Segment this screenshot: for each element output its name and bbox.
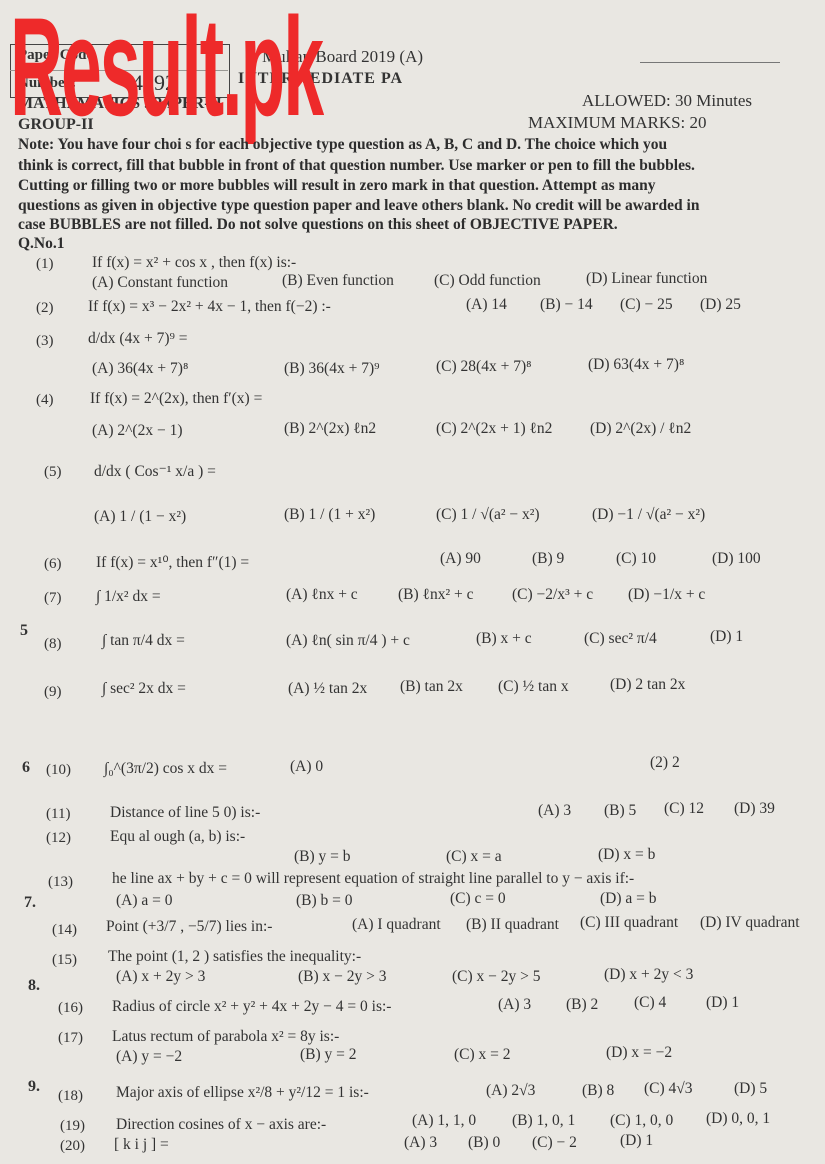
question-text: If f(x) = x¹⁰, then f″(1) =	[96, 554, 250, 571]
option-a: (A) a = 0	[116, 892, 173, 909]
option-b: (B) y = b	[294, 848, 351, 865]
option-b: (B) b = 0	[296, 892, 353, 909]
note-line: case BUBBLES are not filled. Do not solve questions on this sheet of OBJECTIVE PAPER.	[18, 216, 618, 233]
option-c: (C) 4√3	[644, 1080, 693, 1097]
question-text: ∫₀^(3π/2) cos x dx =	[104, 760, 228, 777]
option-b: (B) 36(4x + 7)⁹	[284, 360, 380, 377]
paper-code-label: Paper Code	[18, 47, 94, 63]
option-a: (A) 1 / (1 − x²)	[94, 508, 187, 525]
option-c: (C) −2/x³ + c	[512, 586, 594, 603]
question-number: (10)	[46, 762, 71, 778]
option-d: (D) 5	[734, 1080, 768, 1097]
option-c: (C) − 25	[620, 296, 673, 313]
option-b: (B) 1, 0, 1	[512, 1112, 576, 1129]
option-d: (D) 100	[712, 550, 761, 567]
option-c: (C) III quadrant	[580, 914, 679, 931]
option-a: (A) 2^(2x − 1)	[92, 422, 183, 439]
note-line: Note: You have four choi s for each objective type question as A, B, C and D. The choice which you	[18, 136, 668, 153]
option-c: (C) 12	[664, 800, 705, 817]
question-number: (9)	[44, 684, 62, 700]
option-c: (C) 2^(2x + 1) ℓn2	[436, 420, 553, 437]
max-marks: MAXIMUM MARKS: 20	[528, 113, 707, 132]
subject-title: MATHEMATICS . PAPER-II	[18, 95, 222, 112]
option-a: (A) 3	[538, 802, 572, 819]
svg-text:Result.pk: Result.pk	[10, 0, 324, 145]
option-c: (C) 28(4x + 7)⁸	[436, 358, 532, 375]
question-number: (8)	[44, 636, 62, 652]
side-number: 6	[22, 759, 30, 776]
question-text: Distance of line 5 0) is:-	[110, 804, 261, 821]
side-number: 8.	[28, 977, 40, 994]
group-title: GROUP-II	[18, 116, 94, 133]
option-d: (D) −1 / √(a² − x²)	[592, 506, 706, 523]
option-b: (B) 9	[532, 550, 565, 567]
option-c: (C) 1 / √(a² − x²)	[436, 506, 540, 523]
option-b: (2) 2	[650, 754, 680, 771]
question-number: (11)	[46, 806, 71, 822]
option-d: (D) 1	[620, 1132, 654, 1149]
question-text: Equ al ough (a, b) is:-	[110, 828, 246, 845]
option-b: (B) x − 2y > 3	[298, 968, 387, 985]
option-a: (A) 2√3	[486, 1082, 536, 1099]
option-b: (B) 1 / (1 + x²)	[284, 506, 376, 523]
option-b: (B) − 14	[540, 296, 593, 313]
option-a: (A) 3	[498, 996, 532, 1013]
paper-number: 4192	[132, 70, 176, 95]
option-d: (D) x + 2y < 3	[604, 966, 694, 983]
question-text: The point (1, 2 ) satisfies the inequality:-	[108, 948, 362, 965]
question-heading: Q.No.1	[18, 235, 65, 252]
option-d: (D) −1/x + c	[628, 586, 706, 603]
question-number: (13)	[48, 874, 73, 890]
question-text: Direction cosines of x − axis are:-	[116, 1116, 327, 1133]
option-a: (A) 0	[290, 758, 324, 775]
question-number: (16)	[58, 1000, 83, 1016]
board-name: Multan Board 2019 (A)	[262, 47, 424, 66]
option-a: (A) 36(4x + 7)⁸	[92, 360, 189, 377]
option-d: (D) 0, 0, 1	[706, 1110, 771, 1127]
option-d: (D) a = b	[600, 890, 657, 907]
question-number: (14)	[52, 922, 77, 938]
question-text: ∫ sec² 2x dx =	[102, 680, 186, 697]
question-text: Radius of circle x² + y² + 4x + 2y − 4 = 0 is:-	[112, 998, 392, 1015]
question-text: ∫ tan π/4 dx =	[102, 632, 185, 649]
option-d: (D) Linear function	[586, 270, 708, 287]
option-c: (C) x = 2	[454, 1046, 511, 1063]
option-b: (B) 5	[604, 802, 637, 819]
question-number: (2)	[36, 300, 54, 316]
question-number: (7)	[44, 590, 62, 606]
question-text: Major axis of ellipse x²/8 + y²/12 = 1 is:-	[116, 1084, 369, 1101]
question-text: If f(x) = 2^(2x), then f′(x) =	[90, 390, 263, 407]
question-text: Latus rectum of parabola x² = 8y is:-	[112, 1028, 340, 1045]
option-c: (C) c = 0	[450, 890, 506, 907]
number-label: Number:	[18, 75, 77, 91]
option-a: (A) ½ tan 2x	[288, 680, 368, 697]
note-line: Cutting or filling two or more bubbles will result in zero mark in that question. Attempt as many	[18, 177, 656, 194]
question-text: Point (+3/7 , −5/7) lies in:-	[106, 918, 273, 935]
option-d: (D) 2 tan 2x	[610, 676, 686, 693]
option-b: (B) 2	[566, 996, 599, 1013]
side-number: 9.	[28, 1078, 40, 1095]
question-text: d/dx (4x + 7)⁹ =	[88, 330, 188, 347]
option-a: (A) 90	[440, 550, 481, 567]
option-a: (A) Constant function	[92, 274, 229, 291]
question-number: (12)	[46, 830, 71, 846]
option-a: (A) I quadrant	[352, 916, 441, 933]
option-c: (C) sec² π/4	[584, 630, 657, 647]
option-c: (C) 1, 0, 0	[610, 1112, 674, 1129]
question-text: ∫ 1/x² dx =	[96, 588, 161, 605]
question-text: he line ax + by + c = 0 will represent equation of straight line parallel to y − axis if:-	[112, 870, 635, 887]
side-number: 5	[20, 622, 28, 639]
option-c: (C) x = a	[446, 848, 502, 865]
question-text: If f(x) = x³ − 2x² + 4x − 1, then f(−2) :-	[88, 298, 331, 315]
option-a: (A) 3	[404, 1134, 438, 1151]
question-number: (6)	[44, 556, 62, 572]
question-text: d/dx ( Cos⁻¹ x/a ) =	[94, 463, 216, 480]
question-number: (1)	[36, 256, 54, 272]
question-number: (3)	[36, 333, 54, 349]
question-number: (17)	[58, 1030, 83, 1046]
option-a: (A) ℓnx + c	[286, 586, 358, 603]
option-a: (A) ℓn( sin π/4 ) + c	[286, 632, 410, 649]
option-b: (B) 0	[468, 1134, 501, 1151]
note-line: questions as given in objective type question paper and leave others blank. No credit will be awarded in	[18, 197, 700, 214]
option-c: (C) 4	[634, 994, 667, 1011]
note-line: think is correct, fill that bubble in front of that question number. Use marker or pen to fill the bubbles.	[18, 157, 695, 174]
side-number: 7.	[24, 894, 36, 911]
option-d: (D) IV quadrant	[700, 914, 800, 931]
option-d: (D) 1	[710, 628, 744, 645]
option-d: (D) 25	[700, 296, 741, 313]
option-a: (A) x + 2y > 3	[116, 968, 206, 985]
option-c: (C) Odd function	[434, 272, 541, 289]
option-a: (A) 14	[466, 296, 507, 313]
option-b: (B) 2^(2x) ℓn2	[284, 420, 377, 437]
option-d: (D) 1	[706, 994, 740, 1011]
option-d: (D) 39	[734, 800, 775, 817]
exam-level: INTERMEDIATE PA	[238, 70, 404, 87]
option-b: (B) II quadrant	[466, 916, 559, 933]
question-text: If f(x) = x² + cos x , then f(x) is:-	[92, 254, 297, 271]
question-number: (18)	[58, 1088, 83, 1104]
option-a: (A) 1, 1, 0	[412, 1112, 477, 1129]
option-c: (C) 10	[616, 550, 657, 567]
question-text: [ k i j ] =	[114, 1136, 169, 1153]
option-c: (C) ½ tan x	[498, 678, 569, 695]
question-number: (4)	[36, 392, 54, 408]
option-b: (B) y = 2	[300, 1046, 357, 1063]
question-number: (20)	[60, 1138, 85, 1154]
option-d: (D) x = b	[598, 846, 656, 863]
option-b: (B) ℓnx² + c	[398, 586, 474, 603]
option-d: (D) 2^(2x) / ℓn2	[590, 420, 692, 437]
question-number: (15)	[52, 952, 77, 968]
question-number: (19)	[60, 1118, 85, 1134]
roll-no-line	[640, 62, 780, 63]
time-allowed: ALLOWED: 30 Minutes	[582, 91, 752, 110]
option-a: (A) y = −2	[116, 1048, 183, 1065]
question-number: (5)	[44, 464, 62, 480]
option-d: (D) 63(4x + 7)⁸	[588, 356, 685, 373]
option-d: (D) x = −2	[606, 1044, 673, 1061]
option-b: (B) 8	[582, 1082, 615, 1099]
option-b: (B) x + c	[476, 630, 532, 647]
option-b: (B) Even function	[282, 272, 394, 289]
option-c: (C) x − 2y > 5	[452, 968, 541, 985]
option-c: (C) − 2	[532, 1134, 577, 1151]
option-b: (B) tan 2x	[400, 678, 463, 695]
